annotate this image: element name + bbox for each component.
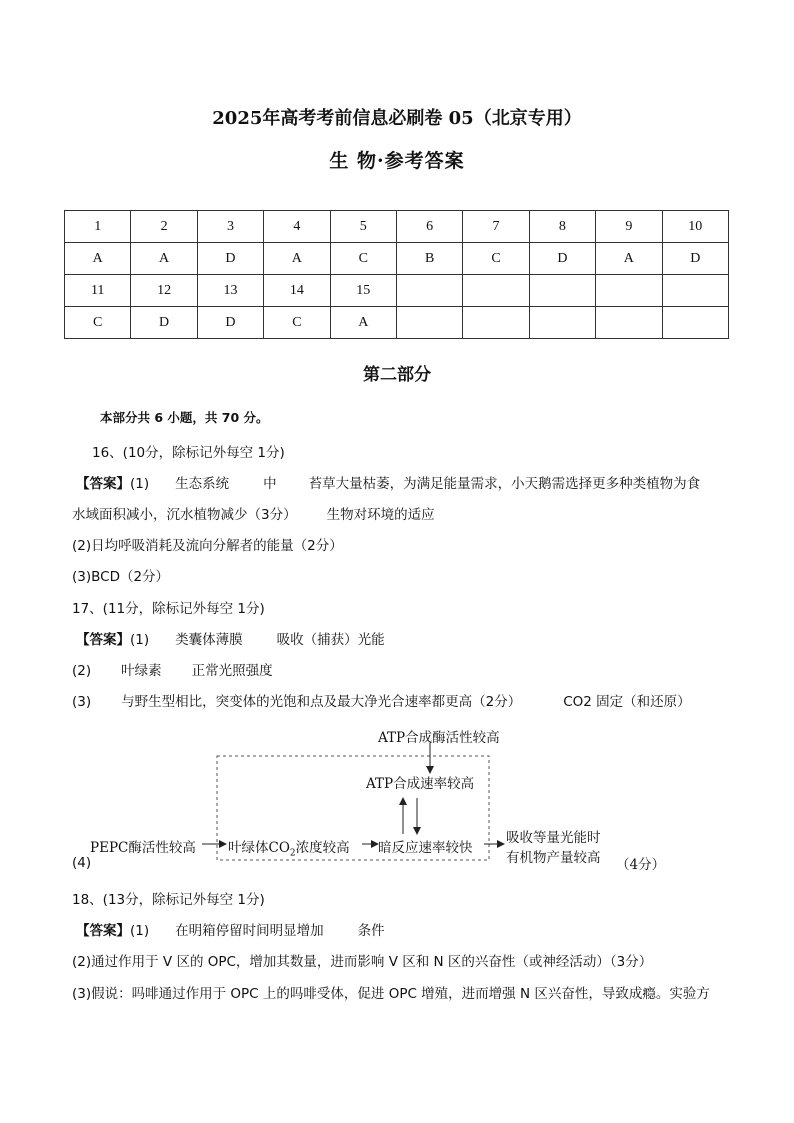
q16-p1-c2: 水域面积减小，沉水植物减少（3分） xyxy=(72,507,297,523)
q18-part3: (3)假说：吗啡通过作用于 OPC 上的吗啡受体，促进 OPC 增殖，进而增强 N 区兴奋性，导致成瘾。实验方 xyxy=(72,986,710,1002)
node-co2-pre: 叶绿体CO xyxy=(228,840,290,856)
table-cell: 2 xyxy=(131,211,197,243)
answer-label: 【答案】 xyxy=(76,923,130,939)
table-row xyxy=(65,211,729,243)
q16-p1-c: 苔草大量枯萎，为满足能量需求，小天鹅需选择更多种类植物为食 xyxy=(308,476,701,492)
node-result-line1: 吸收等量光能时 xyxy=(506,830,601,846)
table-cell: 9 xyxy=(596,211,662,243)
table-cell: 7 xyxy=(463,211,529,243)
page-title: 2025年高考考前信息必刷卷 05（北京专用） xyxy=(212,108,582,129)
table-cell: C xyxy=(264,307,330,339)
table-cell: D xyxy=(662,243,728,275)
q16-heading: 16、(10分，除标记外每空 1分) xyxy=(92,445,285,461)
q17-part3 xyxy=(72,690,691,710)
q18-p1-a: 在明箱停留时间明显增加 xyxy=(175,923,324,939)
table-cell xyxy=(463,275,529,307)
q18-part1 xyxy=(76,919,385,939)
table-cell: 13 xyxy=(197,275,263,307)
q17-p1-a: 类囊体薄膜 xyxy=(175,632,243,648)
table-cell xyxy=(529,307,595,339)
table-cell: D xyxy=(131,307,197,339)
q17-p2-b: 正常光照强度 xyxy=(191,663,273,679)
table-cell: A xyxy=(65,243,131,275)
table-cell: 1 xyxy=(65,211,131,243)
table-cell: D xyxy=(197,243,263,275)
q17-p1-num: (1) xyxy=(130,632,150,648)
q16-p1-a: 生态系统 xyxy=(175,476,230,492)
node-co2-sub: 2 xyxy=(289,848,296,859)
q18-p1-b: 条件 xyxy=(357,923,385,939)
q17-p3-a: 与野生型相比，突变体的光饱和点及最大净光合速率都更高（2分） xyxy=(121,694,522,710)
table-cell: C xyxy=(463,243,529,275)
table-cell: A xyxy=(596,243,662,275)
table-row xyxy=(65,307,729,339)
node-atp-rate: ATP合成速率较高 xyxy=(366,776,475,792)
q18-p1-num: (1) xyxy=(130,923,150,939)
answer-label: 【答案】 xyxy=(76,476,130,492)
table-cell: 12 xyxy=(131,275,197,307)
table-cell: 3 xyxy=(197,211,263,243)
table-cell: 6 xyxy=(396,211,462,243)
q17-part2 xyxy=(72,659,273,679)
q18-heading: 18、(13分，除标记外每空 1分) xyxy=(72,892,265,908)
table-cell: 8 xyxy=(529,211,595,243)
table-cell xyxy=(463,307,529,339)
table-cell: 14 xyxy=(264,275,330,307)
q16-part1 xyxy=(76,472,700,492)
node-atp-enzyme: ATP合成酶活性较高 xyxy=(378,730,500,746)
answer-label: 【答案】 xyxy=(76,632,130,648)
table-cell: D xyxy=(529,243,595,275)
table-cell: 15 xyxy=(330,275,396,307)
q16-p1-b: 中 xyxy=(263,476,277,492)
table-row xyxy=(65,275,729,307)
section-heading: 第二部分 xyxy=(363,365,431,385)
table-cell: B xyxy=(396,243,462,275)
table-cell xyxy=(396,275,462,307)
node-pepc: PEPC酶活性较高 xyxy=(90,840,196,856)
table-cell: D xyxy=(197,307,263,339)
q17-heading: 17、(11分，除标记外每空 1分) xyxy=(72,601,265,617)
page-subtitle: 生 物·参考答案 xyxy=(329,150,465,172)
q16-part1-cont xyxy=(72,503,435,523)
table-cell: 11 xyxy=(65,275,131,307)
node-co2-post: 浓度较高 xyxy=(295,840,350,856)
q17-p1-b: 吸收（捕获）光能 xyxy=(276,632,385,648)
node-result-line2: 有机物产量较高 xyxy=(506,850,601,866)
table-cell xyxy=(529,275,595,307)
q17-p2-a: 叶绿素 xyxy=(121,663,162,679)
q16-p1-num: (1) xyxy=(130,476,150,492)
table-cell: C xyxy=(330,243,396,275)
table-cell: 10 xyxy=(662,211,728,243)
table-cell xyxy=(396,307,462,339)
table-row xyxy=(65,243,729,275)
q16-part2: (2)日均呼吸消耗及流向分解者的能量（2分） xyxy=(72,538,343,554)
q17-p2-num: (2) xyxy=(72,663,92,679)
node-dark-reaction: 暗反应速率较快 xyxy=(378,840,473,856)
table-cell: C xyxy=(65,307,131,339)
flow-diagram xyxy=(60,716,700,876)
q16-part3: (3)BCD（2分） xyxy=(72,569,170,585)
q18-part2: (2)通过作用于 V 区的 OPC，增加其数量，进而影响 V 区和 N 区的兴奋性（或神经活动）（3分） xyxy=(72,954,653,970)
table-cell: A xyxy=(330,307,396,339)
answer-table xyxy=(64,210,729,339)
q16-p1-d: 生物对环境的适应 xyxy=(326,507,435,523)
q17-p3-num: (3) xyxy=(72,694,92,710)
table-cell: A xyxy=(264,243,330,275)
table-cell: 5 xyxy=(330,211,396,243)
q17-part1 xyxy=(76,628,385,648)
section-intro: 本部分共 6 小题，共 70 分。 xyxy=(100,410,269,425)
table-cell: 4 xyxy=(264,211,330,243)
table-cell xyxy=(596,275,662,307)
q17-p3-b: CO2 固定（和还原） xyxy=(563,694,691,710)
node-co2 xyxy=(228,836,350,859)
table-cell xyxy=(662,275,728,307)
diagram-score: （4分） xyxy=(616,857,666,873)
table-cell xyxy=(596,307,662,339)
table-cell xyxy=(662,307,728,339)
q17-p4-num: (4) xyxy=(72,855,92,871)
table-cell: A xyxy=(131,243,197,275)
